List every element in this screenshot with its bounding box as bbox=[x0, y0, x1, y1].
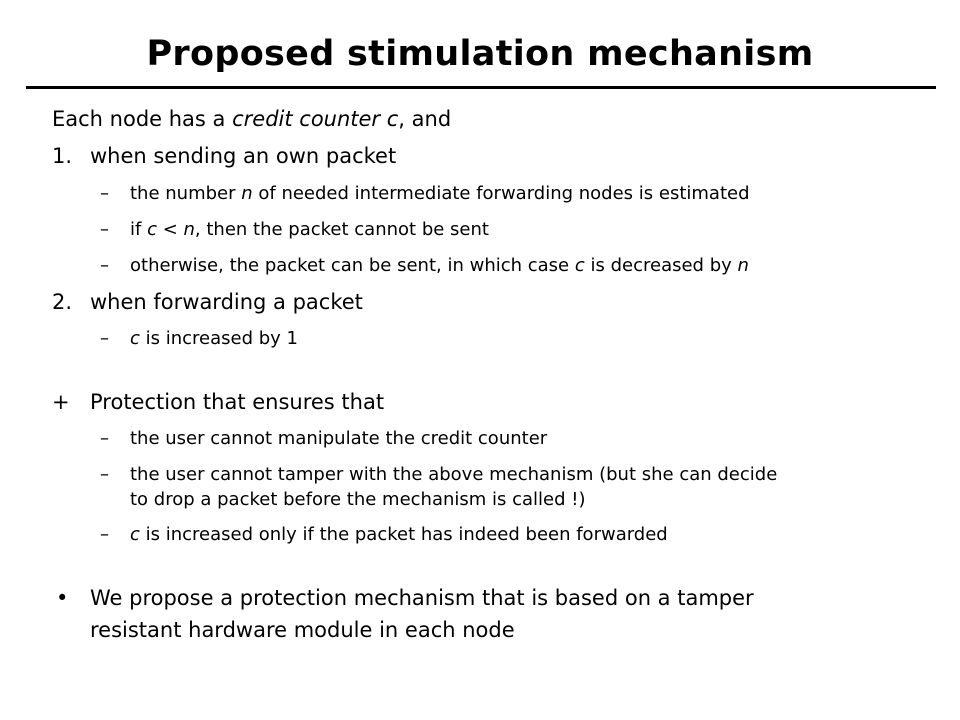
item2-sub1 bbox=[130, 328, 298, 349]
item1-heading: when sending an own packet bbox=[90, 144, 397, 168]
item1-sub2-var2: n bbox=[183, 219, 195, 240]
item1-sub2-post: , then the packet cannot be sent bbox=[194, 219, 489, 240]
protection-sub2-line2: to drop a packet before the mechanism is called !) bbox=[130, 489, 586, 510]
proposal-line2: resistant hardware module in each node bbox=[90, 618, 515, 642]
item1-sub3-var2: n bbox=[737, 255, 749, 276]
protection-sub1-dash: – bbox=[100, 428, 109, 449]
item2-number: 2. bbox=[52, 290, 73, 314]
intro-text-post: , and bbox=[398, 107, 452, 131]
intro-line bbox=[52, 107, 451, 131]
item1-sub3-mid: is decreased by bbox=[584, 255, 738, 276]
protection-sub3-dash: – bbox=[100, 524, 109, 545]
item1-sub1-post: of needed intermediate forwarding nodes is estimated bbox=[252, 183, 750, 204]
protection-sub2-line1: the user cannot tamper with the above mechanism (but she can decide bbox=[130, 464, 778, 485]
item1-sub1-dash: – bbox=[100, 183, 109, 204]
protection-plus: + bbox=[52, 390, 70, 414]
intro-text-pre: Each node has a bbox=[52, 107, 233, 131]
proposal-line1: We propose a protection mechanism that is based on a tamper bbox=[90, 586, 754, 610]
title-underline bbox=[26, 86, 936, 89]
item1-sub1-pre: the number bbox=[130, 183, 242, 204]
protection-sub3 bbox=[130, 524, 668, 545]
protection-sub3-post: is increased only if the packet has indeed been forwarded bbox=[139, 524, 668, 545]
item1-sub2-dash: – bbox=[100, 219, 109, 240]
item1-sub3-dash: – bbox=[100, 255, 109, 276]
item2-heading: when forwarding a packet bbox=[90, 290, 363, 314]
item1-sub3 bbox=[130, 255, 749, 276]
slide-title: Proposed stimulation mechanism bbox=[146, 34, 814, 74]
item1-sub2 bbox=[130, 219, 489, 240]
item1-sub2-pre: if bbox=[130, 219, 148, 240]
item1-sub3-var1: c bbox=[574, 255, 585, 276]
item1-sub3-pre: otherwise, the packet can be sent, in which case bbox=[130, 255, 575, 276]
protection-sub2-dash: – bbox=[100, 464, 109, 485]
protection-heading: Protection that ensures that bbox=[90, 390, 385, 414]
item2-sub1-dash: – bbox=[100, 328, 109, 349]
item1-sub2-var1: c bbox=[147, 219, 157, 240]
item1-number: 1. bbox=[52, 144, 73, 168]
item1-sub2-mid: < bbox=[156, 219, 184, 240]
proposal-bullet: • bbox=[56, 586, 69, 610]
protection-sub3-var: c bbox=[130, 524, 140, 545]
item2-sub1-post: is increased by 1 bbox=[139, 328, 298, 349]
intro-term: credit counter c bbox=[232, 107, 399, 131]
protection-sub1: the user cannot manipulate the credit counter bbox=[130, 428, 548, 449]
item1-sub1 bbox=[130, 183, 750, 204]
item2-sub1-var: c bbox=[130, 328, 140, 349]
item1-sub1-var: n bbox=[241, 183, 253, 204]
